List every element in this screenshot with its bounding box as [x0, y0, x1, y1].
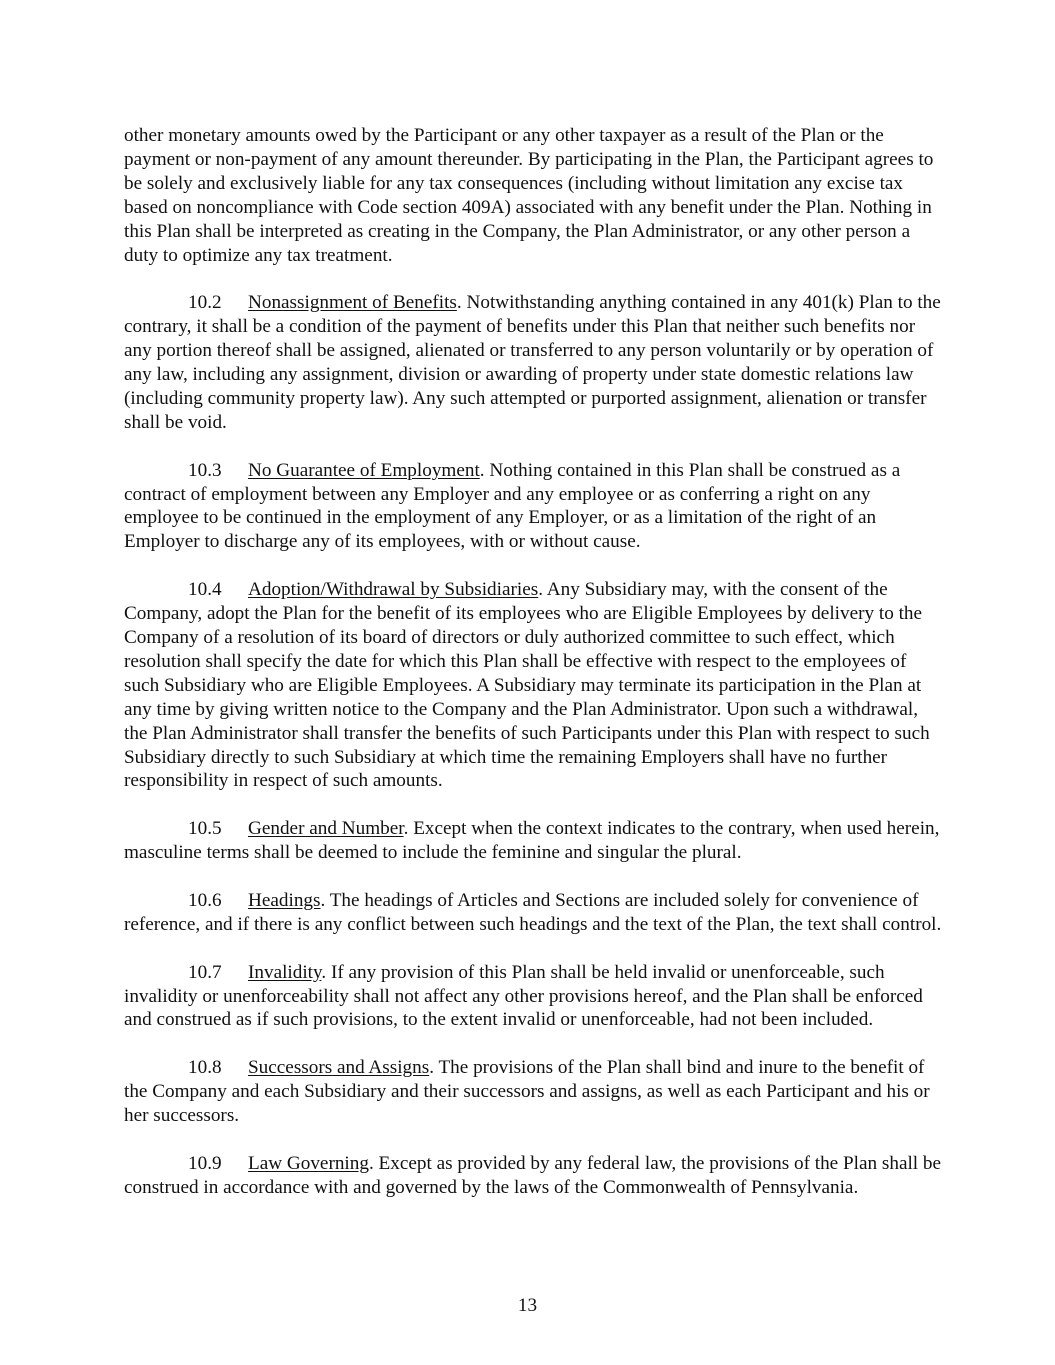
section-10-9 [124, 1152, 944, 1200]
section-number: 10.8 [188, 1057, 222, 1079]
section-body: . Any Subsidiary may, with the consent of the Company, adopt the Plan for the benefit of its employees who are Eligible Employees by delivery to the Company of a resolution of its board of directors or duly authorized committee to such effect, which resolution shall specify the date for which this Plan shall be effective with respect to the employees of such Subsidiary who are Eligible Employees. A Subsidiary may terminate its participation in the Plan at any time by giving written notice to the Company and the Plan Administrator. Upon such a withdrawal, the Plan Administrator shall transfer the benefits of such Participants under this Plan with respect to such Subsidiary directly to such Subsidiary at which time the remaining Employers shall have no further responsibility in respect of such amounts. [124, 579, 930, 792]
section-body: . Except as provided by any federal law, the provisions of the Plan shall be construed in accordance with and governed by the laws of the Commonwealth of Pennsylvania. [124, 1152, 942, 1198]
section-heading: Invalidity [248, 961, 322, 983]
section-number: 10.3 [188, 459, 222, 481]
page-number: 13 [517, 1295, 538, 1316]
section-number: 10.7 [188, 961, 222, 983]
section-number: 10.5 [188, 818, 222, 840]
section-10-5 [124, 817, 944, 865]
section-body: . The provisions of the Plan shall bind and inure to the benefit of the Company and each Subsidiary and their successors and assigns, as well as each Participant and his or her successors. [124, 1057, 930, 1127]
section-10-6 [124, 889, 944, 937]
section-number: 10.2 [188, 292, 222, 314]
section-heading: Headings [248, 889, 321, 911]
section-body: . Nothing contained in this Plan shall be construed as a contract of employment between any Employer and any employee or as conferring a right on any employee to be continued in the employment of any Employer, or as a limitation of the right of an Employer to discharge any of its employees, with or without cause. [124, 459, 901, 553]
section-10-3 [124, 459, 944, 555]
section-heading: Law Governing [248, 1152, 369, 1174]
section-10-2 [124, 291, 944, 434]
section-body: . Notwithstanding anything contained in any 401(k) Plan to the contrary, it shall be a condition of the payment of benefits under this Plan that neither such benefits nor any portion thereof shall be assigned, alienated or transferred to any person voluntarily or by operation of any law, including any assignment, division or awarding of property under state domestic relations law (including community property law). Any such attempted or purported assignment, alienation or transfer shall be void. [124, 292, 941, 433]
section-heading: Successors and Assigns [248, 1057, 430, 1079]
intro-paragraph: other monetary amounts owed by the Participant or any other taxpayer as a result of the Plan or the payment or non-payment of any amount thereunder. By participating in the Plan, the Participant agrees to be solely and exclusively liable for any tax consequences (including without limitation any excise tax based on noncompliance with Code section 409A) associated with any benefit under the Plan. Nothing in this Plan shall be interpreted as creating in the Company, the Plan Administrator, or any other person a duty to optimize any tax treatment. [124, 125, 934, 266]
section-number: 10.9 [188, 1152, 222, 1174]
section-10-8 [124, 1056, 944, 1128]
document-page [124, 124, 944, 1224]
section-10-7 [124, 961, 944, 1033]
section-heading: Nonassignment of Benefits [248, 292, 457, 314]
section-10-4 [124, 578, 944, 793]
section-body: . Except when the context indicates to the contrary, when used herein, masculine terms shall be deemed to include the feminine and singular the plural. [124, 818, 940, 864]
section-heading: No Guarantee of Employment [248, 459, 480, 481]
section-body: . The headings of Articles and Sections are included solely for convenience of reference, and if there is any conflict between such headings and the text of the Plan, the text shall control. [124, 889, 942, 935]
section-number: 10.6 [188, 889, 222, 911]
section-number: 10.4 [188, 579, 222, 601]
section-body: . If any provision of this Plan shall be held invalid or unenforceable, such invalidity or unenforceability shall not affect any other provisions hereof, and the Plan shall be enforced and construed as if such provisions, to the extent invalid or unenforceable, had not been included. [124, 961, 923, 1031]
section-heading: Gender and Number [248, 818, 404, 840]
section-heading: Adoption/Withdrawal by Subsidiaries [248, 579, 539, 601]
